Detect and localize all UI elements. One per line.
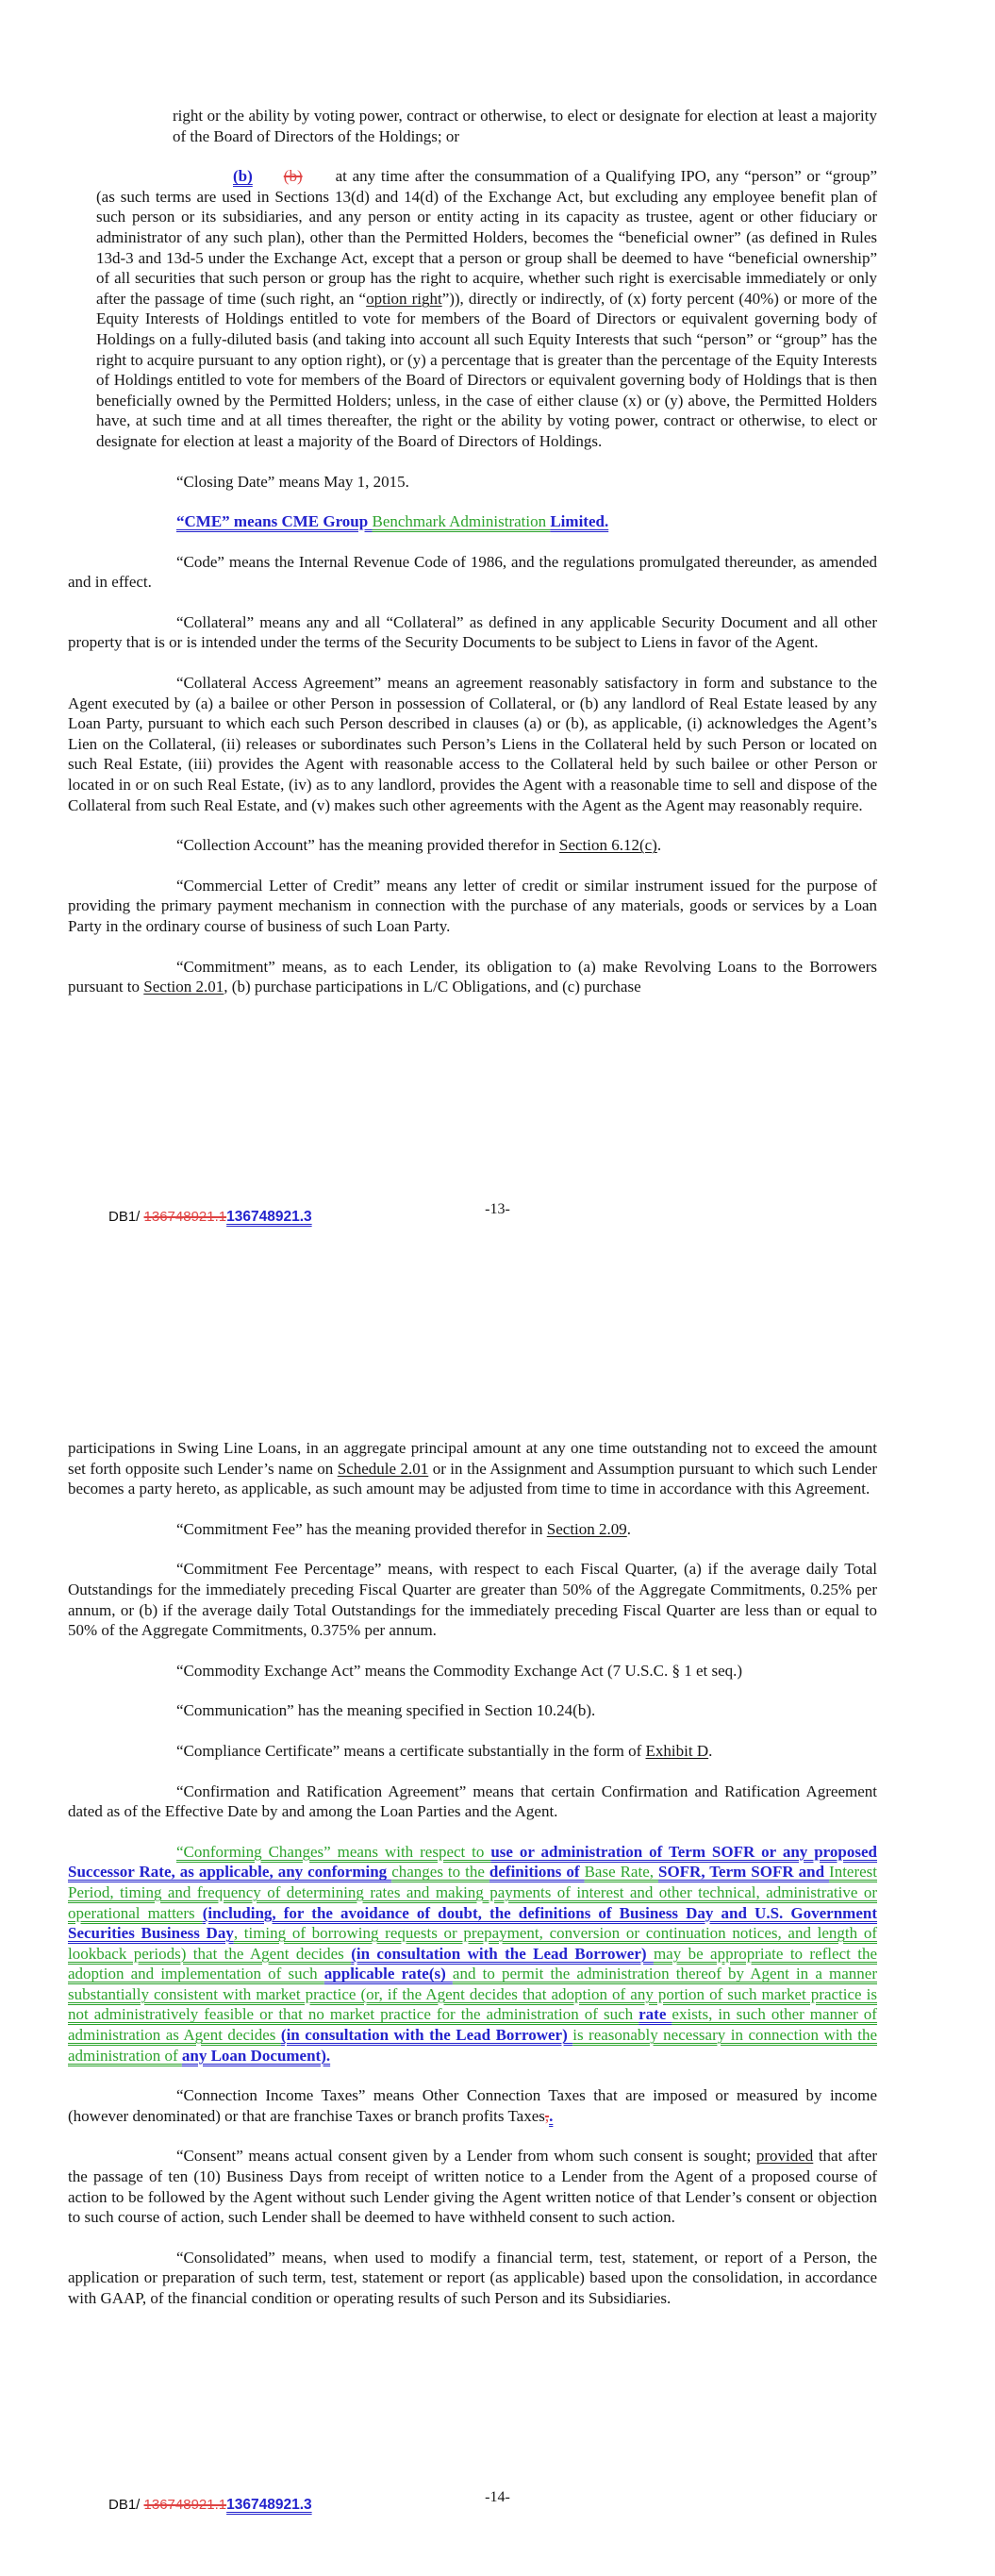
definition-collateral-access-agreement [68,673,877,815]
inserted-text: (including, for the avoidance of doubt, the definitions of Business Day and U.S. Government Securities Business Day [68,1903,877,1943]
body-text: “Connection Income Taxes” means Other Connection Taxes that are imposed or measured by income (however denominated) or that are franchise Taxes or branch profits Taxes [68,2086,877,2125]
clause-a-continuation [173,106,877,146]
underlined-reference: Section 6.12(c) [558,836,657,855]
body-text: “Closing Date” means May 1, 2015. [176,472,409,491]
inserted-text: (b) [233,167,253,186]
doc-id-inserted: 136748921.3 [226,2497,312,2513]
body-text: . [708,1741,713,1760]
doc-id-prefix: DB1/ [108,2497,144,2513]
definition-confirmation-and-ratification-agreement [68,1781,877,1822]
body-text: “Commitment Fee” has the meaning provided therefor in [176,1519,547,1538]
underlined-reference: Schedule 2.01 [337,1459,429,1478]
doc-id-prefix: DB1/ [108,1209,144,1225]
body-text: participations in Swing Line Loans, in an aggregate principal amount at any one time outstanding not to exceed the amount set forth opposite such Lender’s name on [68,1439,877,1478]
body-text: “Consolidated” means, when used to modify a financial term, test, statement, or report of a Person, the application or preparation of such term, test, statement or report (as applicable) based upon the consolidation, in accordance with GAAP, of the financial condition or operating results of such Person and its Subsidiaries. [68,2248,877,2307]
tab-spacer [253,180,284,181]
moved-text: exists, in such other manner of administration as Agent decides [68,2005,877,2045]
body-text: that after the passage of ten (10) Business Days from receipt of written notice to a Lender from the Agent of a proposed course of action to be followed by the Agent without such Lender giving the Agent written notice of that Lender’s consent or objection to such course of action, such Lender shall be deemed to have withheld consent to such action. [68,2147,877,2227]
inserted-text: definitions of [489,1863,585,1882]
inserted-text: SOFR, Term SOFR and [658,1863,830,1882]
page-number: -13- [485,1201,510,1217]
definition-commitment [68,957,877,997]
body-text: “Collateral Access Agreement” means an agreement reasonably satisfactory in form and substance to the Agent executed by (a) a bailee or other Person in possession of Collateral, or (b) any landlord of Real Estate leased by any Loan Party, pursuant to which each such Person described in clauses (a) or (b), as applicable, (i) acknowledges the Agent’s Lien on the Collateral, (ii) releases or subordinates such Person’s Liens in the Collateral held by such Person or located on such Real Estate, (iii) provides the Agent with reasonable access to the Collateral held by such bailee or other Person or located in or on such Real Estate, (iv) as to any landlord, provides the Agent with a reasonable time to sell and dispose of the Collateral from such Real Estate, and (v) makes such other agreements with the Agent as the Agent may reasonably require. [68,674,877,814]
body-text: “Communication” has the meaning specified in Section 10.24(b). [176,1701,596,1720]
underlined-reference: Section 2.09 [546,1519,627,1538]
inserted-text: “CME” means CME Group [176,512,373,531]
definition-collateral [68,612,877,653]
moved-text: may be appropriate to reflect the adoption and implementation of such [68,1944,877,1983]
moved-text: , timing of borrowing requests or prepayment, conversion or continuation notices, and length of lookback periods) that the Agent decides [68,1924,877,1963]
body-text: right or the ability by voting power, contract or otherwise, to elect or designate for election at least a majority of the Board of Directors of the Holdings; or [173,107,877,145]
definition-commercial-letter-of-credit [68,876,877,937]
body-text: “Code” means the Internal Revenue Code of 1986, and the regulations promulgated thereunder, as amended and in effect. [68,552,877,592]
tab-spacer [303,180,336,181]
underlined-reference: Section 2.01 [143,978,224,996]
body-text: “Collateral” means any and all “Collateral” as defined in any applicable Security Document and all other property that is or is intended under the terms of the Security Documents to be subject to Liens in favor of the Agent. [68,612,877,652]
doc-id-deleted: 136748921.1 [143,2497,227,2513]
inserted-text: . [549,2106,554,2125]
definition-commodity-exchange-act [68,1661,877,1681]
body-text: “Consent” means actual consent given by a Lender from whom such consent is sought; [176,2147,756,2166]
moved-text: Benchmark Administration [372,512,551,531]
body-text: “Collection Account” has the meaning provided therefor in [176,836,559,855]
definition-communication [68,1700,877,1721]
definition-connection-income-taxes [68,2085,877,2126]
definition-conforming-changes [68,1842,877,2066]
moved-text: and to permit the administration thereof by Agent in a manner substantially consistent with market practice (or, if the Agent decides that adoption of any portion of such market practice is not administratively feasible or that no market practice for the administration of such [68,1965,877,2024]
body-text: . [656,836,662,855]
definition-consent [68,2146,877,2227]
body-text: at any time after the consummation of a Qualifying IPO, any “person” or “group” (as such terms are used in Sections 13(d) and 14(d) of the Exchange Act, but excluding any employee benefit plan of such person or its subsidiaries, and any person or entity acting in its capacity as trustee, agent or other fiduciary or administrator of any such plan), other than the Permitted Holders, becomes the “beneficial owner” (as defined in Rules 13d-3 and 13d-5 under the Exchange Act, except that a person or group shall be deemed to have “beneficial ownership” of all securities that such person or group has the right to acquire, whether such right is exercisable immediately or only after the passage of time (such right, an “ [96,167,877,308]
body-text: “Commercial Letter of Credit” means any letter of credit or similar instrument issued for the purpose of providing the primary payment mechanism in connection with the purchase of any materials, goods or services by a Loan Party in the ordinary course of business of such Loan Party. [68,876,877,935]
definition-closing-date [68,472,877,493]
clause-b [96,166,877,451]
doc-id-inserted: 136748921.3 [226,1209,312,1225]
definition-compliance-certificate [68,1741,877,1762]
underlined-reference: option right [366,289,442,308]
underlined-reference: Exhibit D [645,1741,709,1760]
body-text: “Commitment Fee Percentage” means, with respect to each Fiscal Quarter, (a) if the average daily Total Outstandings for the immediately preceding Fiscal Quarter are greater than 50% of the Aggregate Commitments, 0.25% per annum, or (b) if the average daily Total Outstandings for the immediately preceding Fiscal Quarter are less than or equal to 50% of the Aggregate Commitments, 0.375% per annum. [68,1560,877,1640]
inserted-text: Limited. [550,512,609,531]
inserted-text: any Loan Document). [181,2046,331,2065]
body-text: “Confirmation and Ratification Agreement” means that certain Confirmation and Ratification Agreement dated as of the Effective Date by and among the Loan Parties and the Agent. [68,1781,877,1821]
body-text: or in the Assignment and Assumption pursuant to which such Lender becomes a party hereto, as applicable, as such amount may be adjusted from time to time in accordance with this Agreement. [68,1459,877,1498]
body-text: . [626,1519,632,1538]
inserted-text: applicable rate(s) [323,1965,453,1983]
doc-id-deleted: 136748921.1 [143,1209,227,1225]
definition-collection-account [68,835,877,856]
definition-commitment-fee [68,1519,877,1540]
deleted-text: (b) [283,167,303,186]
moved-text: Base Rate, [584,1863,658,1882]
definition-commitment-continuation [68,1438,877,1499]
inserted-text: (in consultation with the Lead Borrower) [280,2026,573,2045]
body-text: , (b) purchase participations in L/C Obligations, and (c) purchase [224,978,641,996]
definition-commitment-fee-percentage [68,1559,877,1640]
inserted-text: rate [638,2005,672,2024]
page-14 [0,1288,995,2576]
body-text: ”)), directly or indirectly, of (x) forty percent (40%) or more of the Equity Interests of Holdings entitled to vote for members of the Board of Directors or equivalent governing body of Holdings on a fully-diluted basis (and taking into account all such Equity Interests that such “person” or “group” has the right to acquire pursuant to any option right), or (y) a percentage that is greater than the percentage of the Equity Interests of Holdings entitled to vote for members of the Board of Directors or equivalent governing body of Holdings that is then beneficially owned by the Permitted Holders; unless, in the case of either clause (x) or (y) above, the Permitted Holders have, at such time and at all times thereafter, the right or the ability by voting power, contract or otherwise, to elect or designate for election at least a majority of the Board of Directors of Holdings. [96,289,877,450]
body-text: “Commitment” means, as to each Lender, its obligation to (a) make Revolving Loans to the Borrowers pursuant to [68,957,877,996]
underlined-reference: provided [755,2147,814,2166]
page-14-content [0,1288,995,2309]
moved-text: changes to the [391,1863,489,1882]
page-13-content [0,0,995,997]
inserted-text: (in consultation with the Lead Borrower) [351,1944,654,1963]
deleted-text: , [544,2106,550,2125]
moved-text: is reasonably necessary in connection with the administration of [68,2026,877,2065]
definition-cme [68,511,877,532]
footer-doc-id [108,2497,312,2514]
definition-consolidated [68,2248,877,2309]
inserted-text: use or administration of Term SOFR or any proposed Successor Rate, as applicable, any conforming [68,1842,877,1882]
body-text: “Commodity Exchange Act” means the Commodity Exchange Act (7 U.S.C. § 1 et seq.) [176,1661,743,1680]
moved-text: Interest Period, timing and frequency of determining rates and making payments of interest and other technical, administrative or operational matters [68,1863,878,1922]
footer-doc-id [108,1209,312,1226]
body-text: “Compliance Certificate” means a certificate substantially in the form of [176,1741,646,1760]
moved-text: “Conforming Changes” means with respect to [176,1842,491,1861]
page-number: -14- [485,2489,510,2505]
definition-code [68,552,877,593]
